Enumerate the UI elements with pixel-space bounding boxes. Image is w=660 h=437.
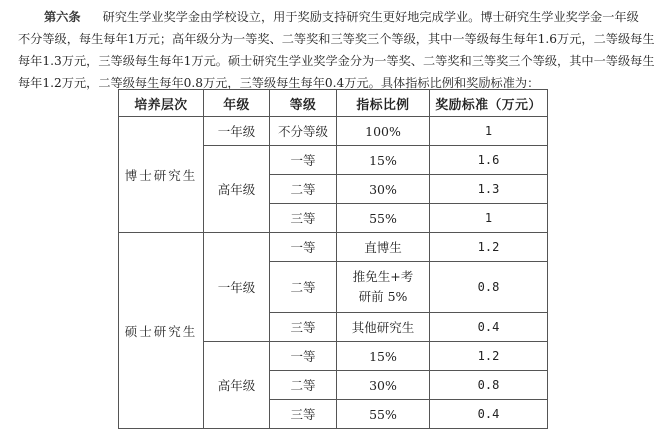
table-row	[119, 233, 548, 262]
grade-cell: 一等	[270, 146, 337, 175]
amount-cell: 1.2	[430, 233, 548, 262]
grade-cell: 二等	[270, 175, 337, 204]
article-line-4: 每年1.2万元，二等级每生每年0.8万元，三等级每生每年0.4万元。具体指标比例和奖励标准为：	[18, 76, 540, 90]
award-standard-table	[118, 89, 548, 429]
grade-cell: 一等	[270, 233, 337, 262]
amount-cell: 1	[430, 117, 548, 146]
ratio-line-2: 研前 5%	[358, 289, 408, 304]
grade-cell: 二等	[270, 262, 337, 313]
amount-cell: 0.4	[430, 400, 548, 429]
doctoral-first-year-cell: 一年级	[204, 117, 270, 146]
table-row	[119, 117, 548, 146]
grade-cell: 一等	[270, 342, 337, 371]
ratio-cell: 30%	[337, 371, 430, 400]
ratio-cell: 直博生	[337, 233, 430, 262]
ratio-cell: 55%	[337, 400, 430, 429]
masters-first-year-cell: 一年级	[204, 233, 270, 342]
amount-cell: 0.4	[430, 313, 548, 342]
article-line-3: 每年1.3万元，三等级每生每年1万元。硕士研究生学业奖学金分为一等奖、二等奖和三等奖三个等级，其中一等级每生	[18, 54, 655, 68]
ratio-cell: 其他研究生	[337, 313, 430, 342]
amount-cell: 1.6	[430, 146, 548, 175]
grade-cell: 三等	[270, 313, 337, 342]
article-line-1	[18, 6, 646, 28]
article-line-1-text: 研究生学业奖学金由学校设立，用于奖励支持研究生更好地完成学业。博士研究生学业奖学金一年级	[102, 10, 639, 24]
amount-cell: 0.8	[430, 371, 548, 400]
grade-cell: 三等	[270, 400, 337, 429]
amount-cell: 1.3	[430, 175, 548, 204]
amount-cell: 1	[430, 204, 548, 233]
doctoral-level-cell: 博士研究生	[119, 117, 204, 233]
ratio-cell: 15%	[337, 146, 430, 175]
ratio-cell-multiline	[337, 262, 430, 313]
masters-level-cell: 硕士研究生	[119, 233, 204, 429]
header-year: 年级	[204, 90, 270, 117]
table-header-row	[119, 90, 548, 117]
article-line-2: 不分等级，每生每年1万元；高年级分为一等奖、二等奖和三等奖三个等级，其中一等级每生每年1.6万元，二等级每生	[18, 32, 655, 46]
header-ratio: 指标比例	[337, 90, 430, 117]
article-text	[18, 6, 655, 94]
ratio-cell: 30%	[337, 175, 430, 204]
grade-cell: 不分等级	[270, 117, 337, 146]
header-grade: 等级	[270, 90, 337, 117]
grade-cell: 二等	[270, 371, 337, 400]
ratio-line-1: 推免生+考	[352, 269, 414, 284]
article-number: 第六条	[44, 10, 81, 24]
ratio-cell: 55%	[337, 204, 430, 233]
header-amount: 奖励标准（万元）	[430, 90, 548, 117]
ratio-cell: 100%	[337, 117, 430, 146]
amount-cell: 0.8	[430, 262, 548, 313]
ratio-cell: 15%	[337, 342, 430, 371]
doctoral-senior-cell: 高年级	[204, 146, 270, 233]
amount-cell: 1.2	[430, 342, 548, 371]
grade-cell: 三等	[270, 204, 337, 233]
masters-senior-cell: 高年级	[204, 342, 270, 429]
header-level: 培养层次	[119, 90, 204, 117]
